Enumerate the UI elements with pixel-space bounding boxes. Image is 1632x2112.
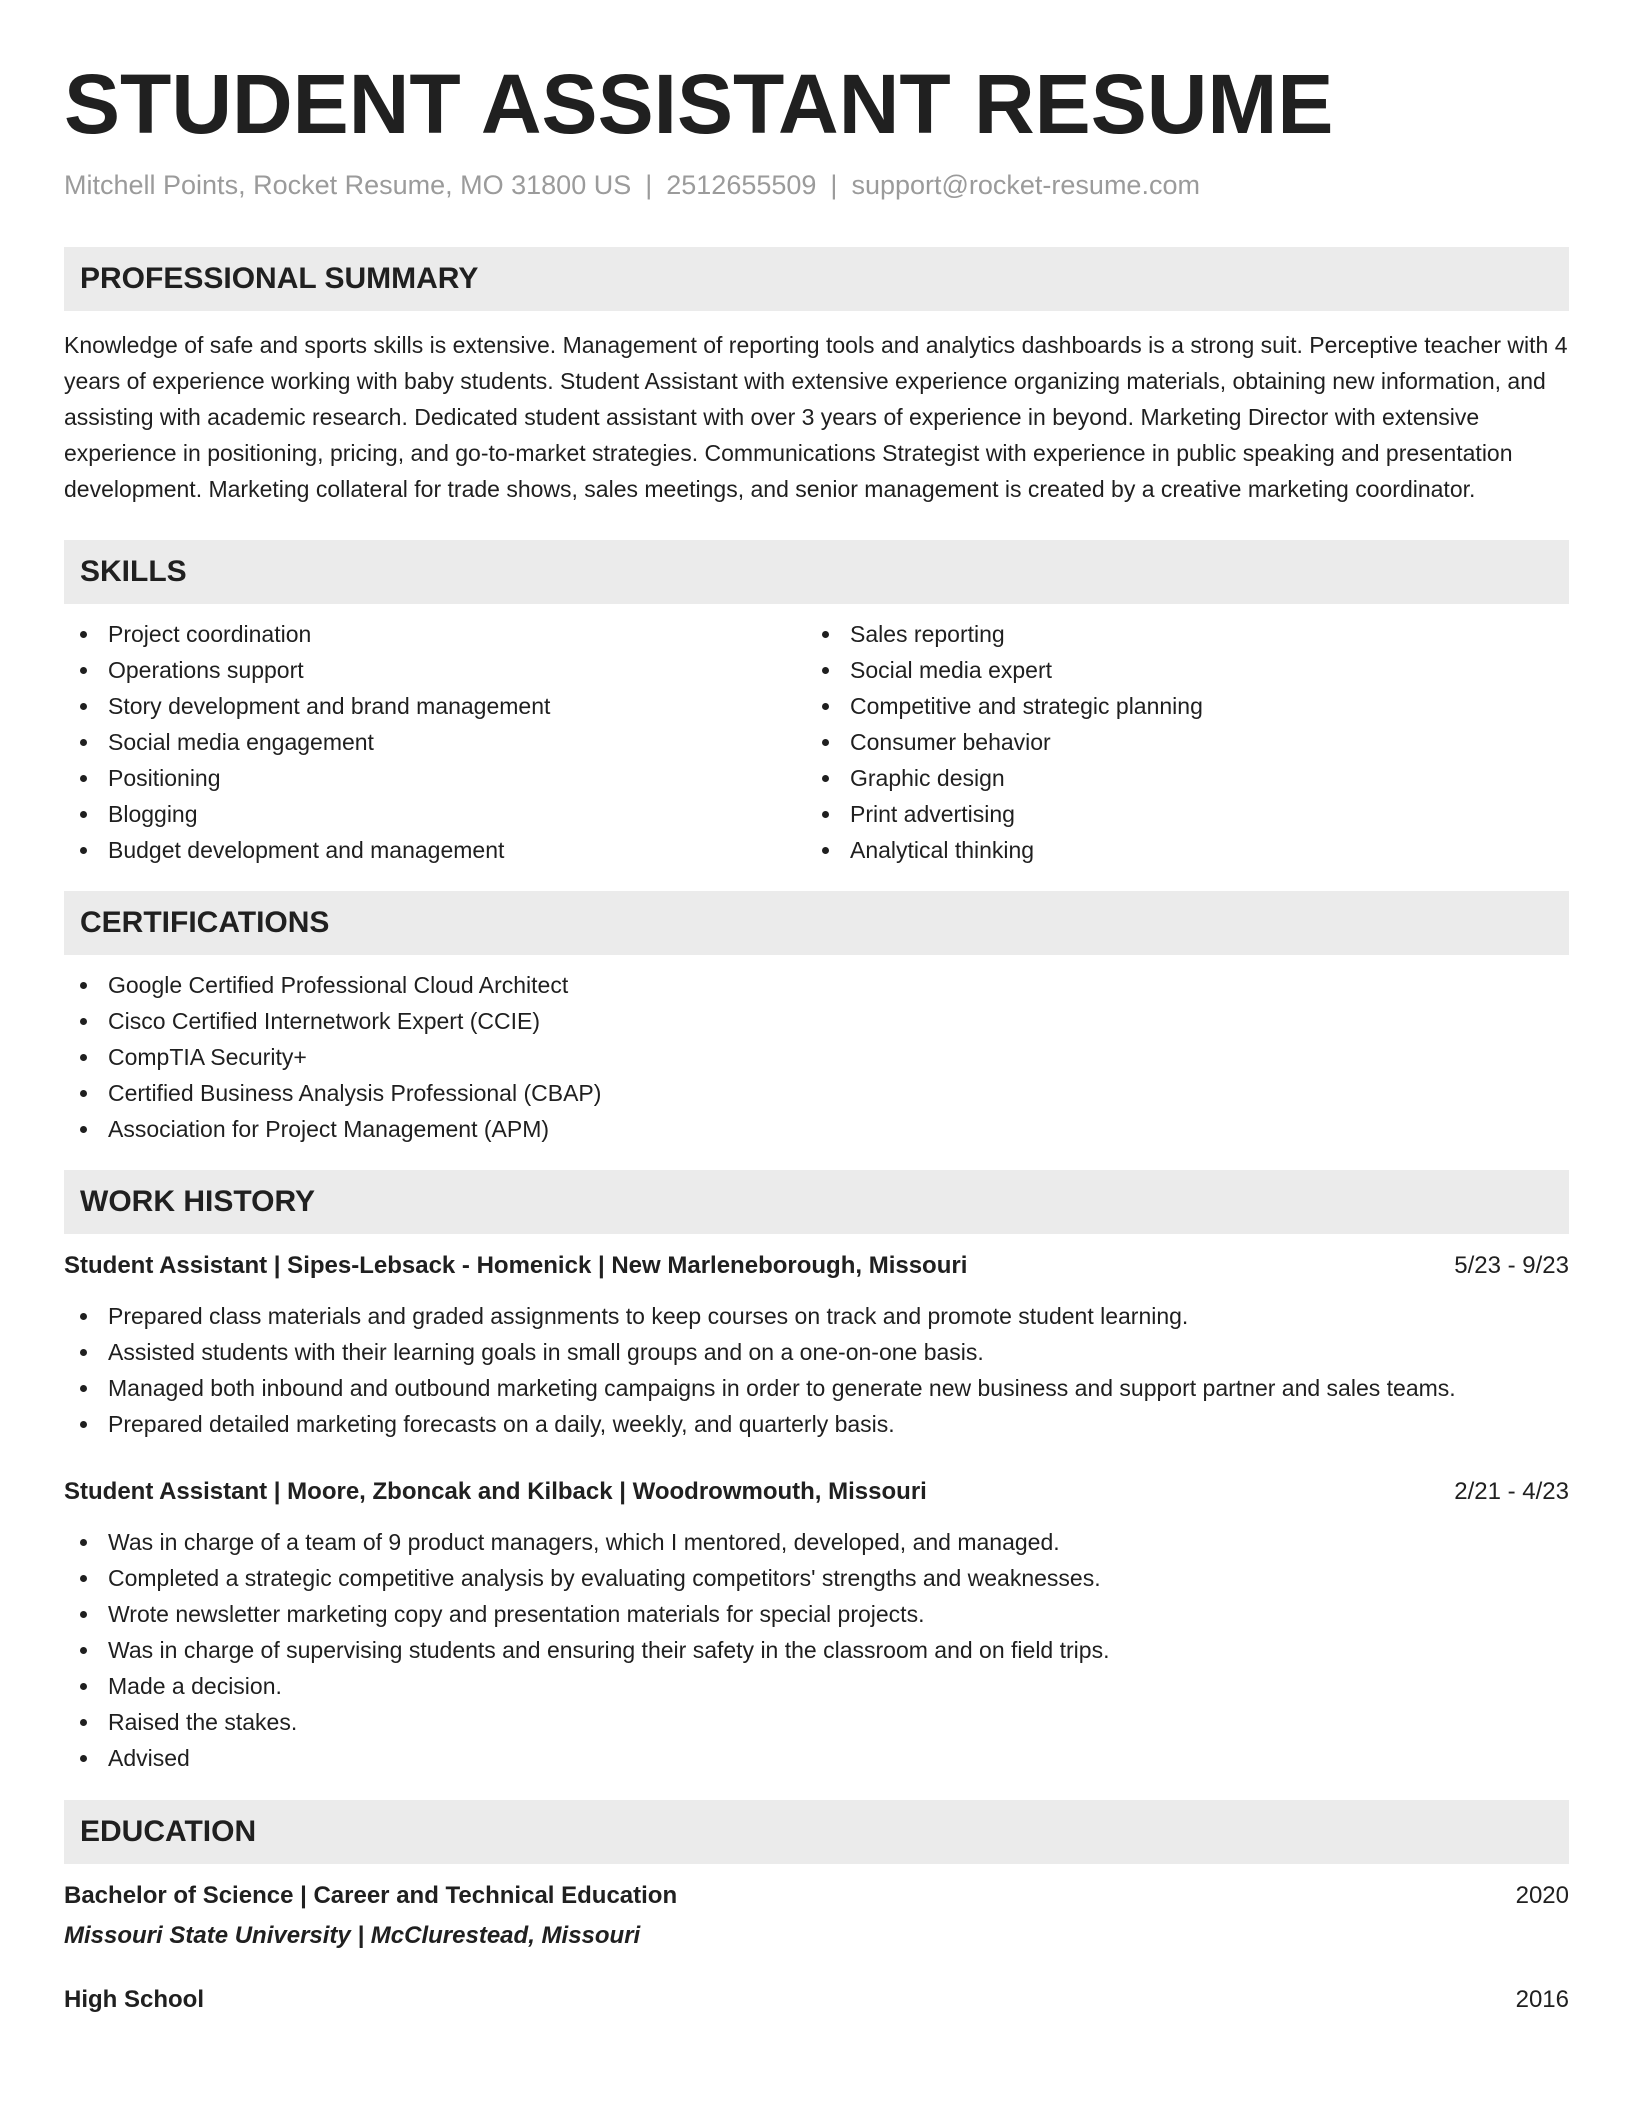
skill-item: Social media expert [806, 652, 1548, 688]
education-school: Missouri State University | McClurestead, Missouri [64, 1922, 641, 1949]
section-heading-education: EDUCATION [64, 1800, 1569, 1864]
job-bullet: Was in charge of a team of 9 product managers, which I mentored, developed, and managed. [64, 1524, 1569, 1560]
job-title: Student Assistant | Sipes-Lebsack - Homenick | New Marleneborough, Missouri [64, 1252, 968, 1279]
education-year: 2020 [1515, 1882, 1569, 1909]
certification-item: Cisco Certified Internetwork Expert (CCIE) [64, 1003, 1569, 1039]
resume-page [64, 0, 1569, 2018]
section-heading-skills: SKILLS [64, 540, 1569, 604]
certifications-list [64, 967, 1569, 1147]
contact-separator: | [645, 170, 653, 200]
contact-email: support@rocket-resume.com [851, 170, 1200, 200]
skill-item: Budget development and management [64, 832, 806, 868]
job-dates: 5/23 - 9/23 [1454, 1252, 1569, 1279]
skills-list-right [806, 616, 1548, 868]
certifications-section [64, 891, 1569, 1147]
job-bullet: Assisted students with their learning goals in small groups and on a one-on-one basis. [64, 1334, 1569, 1370]
skill-item: Project coordination [64, 616, 806, 652]
work-history-section [64, 1170, 1569, 1776]
contact-address: Mitchell Points, Rocket Resume, MO 31800 US [64, 170, 632, 200]
job-bullet: Made a decision. [64, 1668, 1569, 1704]
skill-item: Positioning [64, 760, 806, 796]
skill-item: Operations support [64, 652, 806, 688]
certification-item: Association for Project Management (APM) [64, 1111, 1569, 1147]
contact-phone: 2512655509 [666, 170, 817, 200]
section-heading-summary: PROFESSIONAL SUMMARY [64, 247, 1569, 311]
job-entry [64, 1248, 1569, 1442]
job-header [64, 1474, 1569, 1510]
job-bullet: Wrote newsletter marketing copy and presentation materials for special projects. [64, 1596, 1569, 1632]
job-title: Student Assistant | Moore, Zboncak and Kilback | Woodrowmouth, Missouri [64, 1478, 927, 1505]
skill-item: Sales reporting [806, 616, 1548, 652]
skill-item: Competitive and strategic planning [806, 688, 1548, 724]
certification-item: Certified Business Analysis Professional (CBAP) [64, 1075, 1569, 1111]
education-header [64, 1982, 1569, 2018]
education-entry [64, 1878, 1569, 1954]
skill-item: Graphic design [806, 760, 1548, 796]
education-section [64, 1800, 1569, 2018]
job-bullet: Completed a strategic competitive analysis by evaluating competitors' strengths and weaknesses. [64, 1560, 1569, 1596]
skill-item: Print advertising [806, 796, 1548, 832]
job-header [64, 1248, 1569, 1284]
resume-title: STUDENT ASSISTANT RESUME [64, 57, 1334, 151]
job-bullet: Prepared detailed marketing forecasts on a daily, weekly, and quarterly basis. [64, 1406, 1569, 1442]
education-degree: Bachelor of Science | Career and Technical Education [64, 1882, 678, 1909]
job-entry [64, 1474, 1569, 1776]
skill-item: Social media engagement [64, 724, 806, 760]
education-header [64, 1878, 1569, 1914]
summary-text: Knowledge of safe and sports skills is extensive. Management of reporting tools and analytics dashboards is a strong suit. Perceptive teacher with 4 years of experience working with baby students. Student Assistant with extensive experience organizing materials, obtaining new information, and assisting with academic research. Dedicated student assistant with over 3 years of experience in beyond. Marketing Director with extensive experience in positioning, pricing, and go-to-market strategies. Communications Strategist with experience in public speaking and presentation development. Marketing collateral for trade shows, sales meetings, and senior management is created by a creative marketing coordinator. [64, 332, 1568, 502]
section-heading-certifications: CERTIFICATIONS [64, 891, 1569, 955]
contact-separator: | [830, 170, 838, 200]
summary-section [64, 247, 1569, 507]
skills-list-left [64, 616, 806, 868]
skills-section [64, 540, 1569, 868]
skill-item: Story development and brand management [64, 688, 806, 724]
education-year: 2016 [1515, 1986, 1569, 2013]
job-bullet: Was in charge of supervising students and ensuring their safety in the classroom and on field trips. [64, 1632, 1569, 1668]
education-degree: High School [64, 1986, 204, 2013]
certification-item: CompTIA Security+ [64, 1039, 1569, 1075]
job-bullet: Prepared class materials and graded assignments to keep courses on track and promote student learning. [64, 1298, 1569, 1334]
skill-item: Consumer behavior [806, 724, 1548, 760]
contact-line [64, 166, 1569, 204]
job-bullet: Managed both inbound and outbound marketing campaigns in order to generate new business and support partner and sales teams. [64, 1370, 1569, 1406]
job-bullets [64, 1524, 1569, 1776]
skill-item: Analytical thinking [806, 832, 1548, 868]
job-bullets [64, 1298, 1569, 1442]
job-bullet: Raised the stakes. [64, 1704, 1569, 1740]
skills-columns [64, 616, 1569, 868]
skill-item: Blogging [64, 796, 806, 832]
certification-item: Google Certified Professional Cloud Architect [64, 967, 1569, 1003]
job-dates: 2/21 - 4/23 [1454, 1478, 1569, 1505]
section-heading-work-history: WORK HISTORY [64, 1170, 1569, 1234]
job-bullet: Advised [64, 1740, 1569, 1776]
education-entry [64, 1982, 1569, 2018]
